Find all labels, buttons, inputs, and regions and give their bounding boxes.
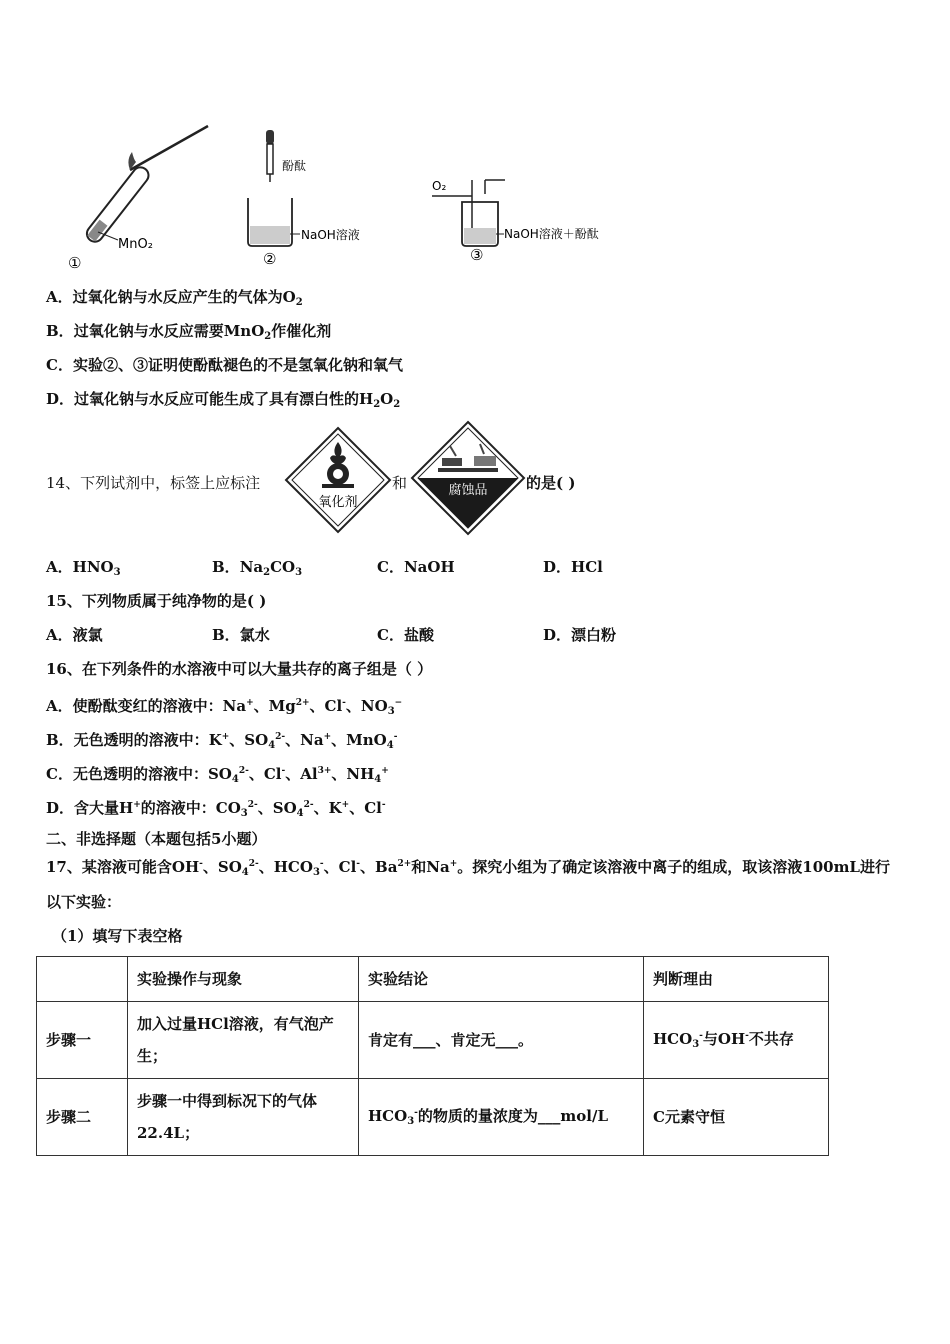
conclusion-cell: $HCO_3^-$的物质的量浓度为___mol/L — [359, 1079, 644, 1156]
q13-option-d: D．过氧化钠与水反应可能生成了具有漂白性的$H_2O_2$ — [46, 390, 401, 410]
gas-bottle-apparatus — [432, 179, 599, 264]
experiment-apparatus-figure — [60, 120, 620, 270]
naoh-phenolphthalein-label: NaOH溶液＋酚酞 — [504, 227, 599, 241]
table-row — [37, 1079, 829, 1156]
exp2-number: ② — [263, 250, 277, 268]
q15-stem: 15、下列物质属于纯净物的是( ) — [46, 592, 267, 610]
q13-option-a: A．过氧化钠与水反应产生的气体为$O_2$ — [46, 288, 303, 308]
q14-option-c: C．NaOH — [377, 558, 455, 576]
q14-option-d: D．HCl — [543, 558, 603, 576]
naoh-solution-label: NaOH溶液 — [301, 228, 360, 242]
q14-stem-after: 的是( ) — [526, 474, 576, 492]
q14-stem-middle: 和 — [392, 474, 408, 492]
q14-option-b: B．$Na_2CO_3$ — [212, 558, 303, 578]
q14-option-a: A．$HNO_3$ — [46, 558, 121, 578]
q16-option-b: B．无色透明的溶液中：K+、$SO_4^{2-}$、Na+、MnO$_4$- — [46, 731, 398, 751]
q16-stem: 16、在下列条件的水溶液中可以大量共存的离子组是（ ） — [46, 660, 433, 678]
table-row — [37, 1002, 829, 1079]
reason-cell: $HCO_3^-$与OH-不共存 — [644, 1002, 829, 1079]
exp3-number: ③ — [470, 246, 484, 264]
oxidizer-label: 氧化剂 — [318, 495, 358, 510]
experiment-table — [36, 956, 829, 1156]
q16-option-c: C．无色透明的溶液中：$SO_4^{2-}$、Cl-、$Al^{3+}$、$NH_4^+$ — [46, 765, 389, 785]
q13-option-b: B．过氧化钠与水反应需要MnO$_2$作催化剂 — [46, 322, 332, 342]
q14-stem-before: 14、下列试剂中，标签上应标注 — [46, 474, 261, 492]
mno2-label: MnO₂ — [118, 237, 153, 252]
q15-option-c: C．盐酸 — [377, 626, 434, 644]
q15-option-d: D．漂白粉 — [543, 626, 617, 644]
q13-option-c: C．实验②、③证明使酚酞褪色的不是氢氧化钠和氧气 — [46, 356, 403, 374]
step-cell: 步骤一 — [37, 1002, 128, 1079]
beaker-apparatus — [248, 130, 360, 268]
q17-stem-line2: 以下实验： — [46, 893, 122, 911]
operation-cell: 步骤一中得到标况下的气体22.4L； — [128, 1079, 359, 1156]
table-header-cell: 实验操作与现象 — [128, 957, 359, 1002]
q17-stem: 17、某溶液可能含OH-、$SO_4^{2-}$、$HCO_3^-$、Cl-、$Ba^{2+}$和Na+。探究小组为了确定该溶液中离子的组成，取该溶液100mL进行 — [46, 858, 890, 878]
q16-option-a: A．使酚酞变红的溶液中：Na+、$Mg^{2+}$、Cl-、$NO_3^-$ — [46, 697, 403, 717]
reason-cell: C元素守恒 — [644, 1079, 829, 1156]
operation-cell: 加入过量HCl溶液，有气泡产生； — [128, 1002, 359, 1079]
table-header-row — [37, 957, 829, 1002]
corrosive-hazard-sign — [410, 420, 526, 536]
oxygen-label: O₂ — [432, 179, 447, 193]
exp1-number: ① — [68, 254, 82, 270]
q15-option-b: B．氯水 — [212, 626, 270, 644]
q17-sub-question: （1）填写下表空格 — [52, 927, 183, 945]
table-header-cell: 判断理由 — [644, 957, 829, 1002]
oxidizer-hazard-sign — [284, 426, 392, 534]
corrosive-label: 腐蚀品 — [448, 483, 488, 498]
table-header-cell: 实验结论 — [359, 957, 644, 1002]
step-cell: 步骤二 — [37, 1079, 128, 1156]
q15-option-a: A．液氯 — [46, 626, 103, 644]
table-header-cell — [37, 957, 128, 1002]
q16-option-d: D．含大量H+的溶液中：$CO_3^{2-}$、$SO_4^{2-}$、K+、Cl- — [46, 799, 386, 819]
test-tube-apparatus — [68, 126, 208, 270]
phenolphthalein-label: 酚酞 — [282, 159, 307, 173]
conclusion-cell: 肯定有___、肯定无___。 — [359, 1002, 644, 1079]
section-2-title: 二、非选择题（本题包括5小题） — [46, 830, 267, 848]
